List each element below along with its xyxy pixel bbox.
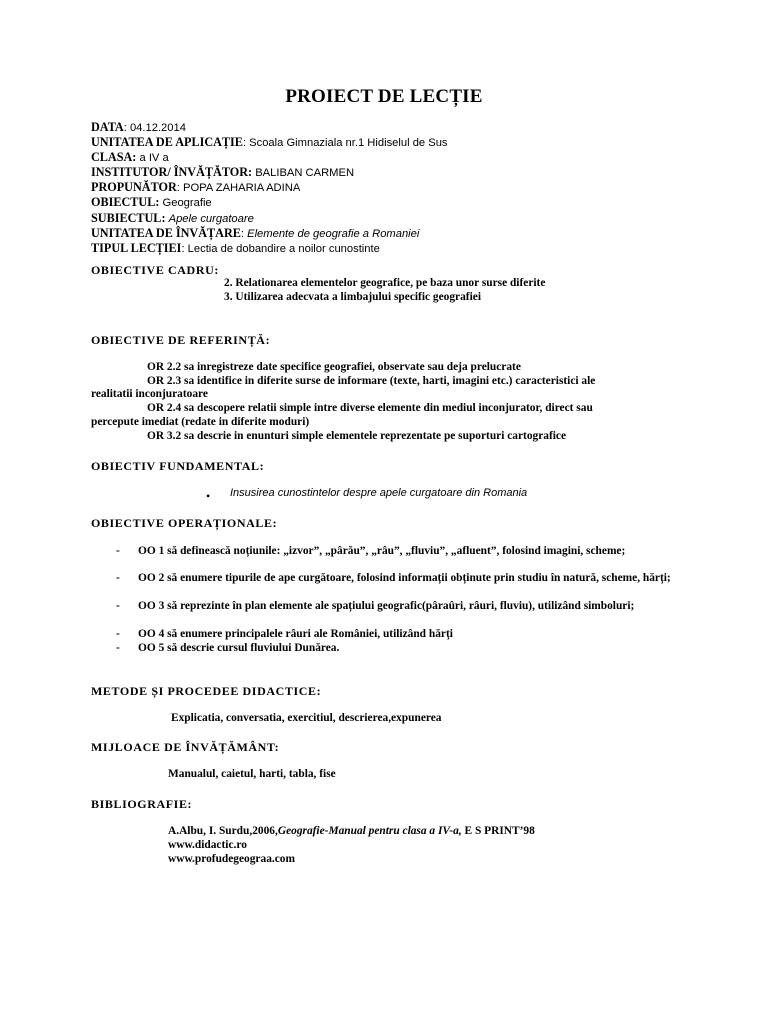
obiectiv-referinta-item: OR 2.4 sa descopere relatii simple intre diverse elemente din mediul inconjurator, direct sau — [147, 402, 593, 414]
obiectiv-operational-item — [116, 572, 676, 585]
meta-value-institutor: BALIBAN CARMEN — [255, 167, 355, 180]
dash-icon: - — [116, 642, 120, 654]
meta-label-clasa: CLASA: — [91, 150, 137, 165]
meta-label-unitatea-invatare: UNITATEA DE ÎNVĂȚARE — [91, 225, 241, 240]
meta-row-subiectul — [91, 211, 731, 226]
obiectiv-referinta-item: OR 3.2 sa descrie in enunturi simple elementele reprezentate pe suporturi cartografice — [147, 430, 567, 442]
bibliografie-author: A.Albu, I. Surdu,2006, — [168, 825, 278, 837]
meta-value-unitatea-invatare: Elemente de geografie a Romaniei — [247, 227, 420, 240]
meta-row-propunator: PROPUNĂTOR: POPA ZAHARIA ADINA — [91, 180, 301, 195]
meta-value-obiectul: Geografie — [162, 197, 212, 210]
section-heading-obiective-operationale: OBIECTIVE OPERAȚIONALE: — [91, 516, 278, 530]
bibliografie-reference — [168, 825, 535, 837]
meta-value-clasa: a IV a — [139, 152, 169, 165]
metode-text: Explicatia, conversatia, exercitiul, descrierea,expunerea — [171, 712, 442, 724]
obiectiv-referinta-item: OR 2.2 sa inregistreze date specifice geografiei, observate sau deja prelucrate — [147, 361, 521, 373]
section-heading-obiective-cadru: OBIECTIVE CADRU: — [91, 263, 219, 277]
bullet-icon: • — [206, 489, 211, 503]
bibliografie-site-link[interactable]: www.didactic.ro — [168, 839, 247, 851]
obiectiv-referinta-item: OR 2.3 sa identifice in diferite surse de informare (texte, harti, imagini etc.) caracteristici ale — [147, 375, 596, 387]
meta-label-institutor: INSTITUTOR/ ÎNVĂȚĂTOR: — [91, 165, 253, 180]
obiectiv-cadru-item: 3. Utilizarea adecvata a limbajului specific geografiei — [224, 291, 481, 303]
obiectiv-operational-item — [116, 600, 676, 613]
lesson-metadata — [91, 120, 731, 256]
dash-icon: - — [116, 600, 120, 612]
obiectiv-operational-text: OO 2 să enumere tipurile de ape curgătoare, folosind informații obținute prin studiu în natură, scheme, hărți; — [138, 572, 671, 584]
meta-label-subiectul: SUBIECTUL: — [91, 210, 166, 225]
meta-label-obiectul: OBIECTUL: — [91, 195, 160, 210]
meta-row-unitatea-invatare: UNITATEA DE ÎNVĂȚARE: Elemente de geografie a Romaniei — [91, 225, 420, 240]
obiectiv-operational-text: OO 1 să definească noțiunile: „izvor”, „pârău”, „râu”, „fluviu”, „afluent”, folosind imagini, scheme; — [138, 545, 626, 557]
bibliografie-title: Geografie-Manual pentru clasa a IV-a, — [277, 825, 462, 837]
obiectiv-operational-text: OO 3 să reprezinte în plan elemente ale spațiului geografic(pâraûri, râuri, fluviu), utilizând simboluri; — [138, 600, 635, 612]
meta-label-data: DATA — [91, 120, 124, 134]
meta-label-tipul: TIPUL LECȚIEI — [91, 240, 182, 255]
section-heading-metode: METODE ȘI PROCEDEE DIDACTICE: — [91, 684, 322, 698]
section-heading-bibliografie: BIBLIOGRAFIE: — [91, 797, 193, 811]
obiectiv-operational-item — [116, 545, 676, 558]
obiectiv-referinta-continuation: percepute imediat (redate in diferite moduri) — [91, 416, 310, 428]
mijloace-text: Manualul, caietul, harti, tabla, fise — [168, 768, 336, 780]
meta-row-institutor — [91, 165, 731, 180]
dash-icon: - — [116, 572, 120, 584]
meta-row-tipul: TIPUL LECȚIEI: Lectia de dobandire a noilor cunostinte — [91, 240, 380, 255]
meta-value-unitatea: Scoala Gimnaziala nr.1 Hidiselul de Sus — [249, 137, 448, 150]
obiectiv-operational-item — [116, 642, 676, 655]
section-heading-obiective-referinta: OBIECTIVE DE REFERINȚĂ: — [91, 333, 271, 347]
meta-value-tipul: Lectia de dobandire a noilor cunostinte — [187, 242, 380, 255]
meta-row-unitatea: UNITATEA DE APLICAȚIE: Scoala Gimnaziala nr.1 Hidiselul de Sus — [91, 135, 448, 150]
meta-value-propunator: POPA ZAHARIA ADINA — [182, 182, 301, 195]
obiectiv-fundamental-item: Insusirea cunostintelor despre apele curgatoare din Romania — [230, 487, 528, 499]
meta-label-unitatea: UNITATEA DE APLICAȚIE — [91, 135, 243, 150]
meta-row-obiectul — [91, 195, 731, 210]
meta-row-clasa — [91, 150, 731, 165]
obiectiv-operational-text: OO 5 să descrie cursul fluviului Dunărea. — [138, 642, 340, 654]
obiectiv-operational-item — [116, 628, 676, 641]
section-heading-mijloace: MIJLOACE DE ÎNVĂȚĂMÂNT: — [91, 740, 280, 754]
obiectiv-referinta-continuation: realitatii inconjuratoare — [91, 388, 208, 400]
meta-value-subiectul: Apele curgatoare — [168, 212, 254, 225]
dash-icon: - — [116, 545, 120, 557]
meta-row-data: DATA: 04.12.2014 — [91, 120, 186, 134]
obiectiv-cadru-item: 2. Relationarea elementelor geografice, pe baza unor surse diferite — [224, 277, 546, 289]
dash-icon: - — [116, 628, 120, 640]
bibliografie-publisher: E S PRINT’98 — [461, 825, 535, 837]
section-heading-obiectiv-fundamental: OBIECTIV FUNDAMENTAL: — [91, 459, 265, 473]
meta-value-data: 04.12.2014 — [129, 122, 186, 134]
page-title: PROIECT DE LECȚIE — [285, 86, 483, 107]
meta-label-propunator: PROPUNĂTOR — [91, 180, 177, 195]
obiectiv-operational-text: OO 4 să enumere principalele râuri ale României, utilizând hărți — [138, 628, 453, 640]
bibliografie-site-link[interactable]: www.profudegeograa.com — [168, 853, 295, 865]
